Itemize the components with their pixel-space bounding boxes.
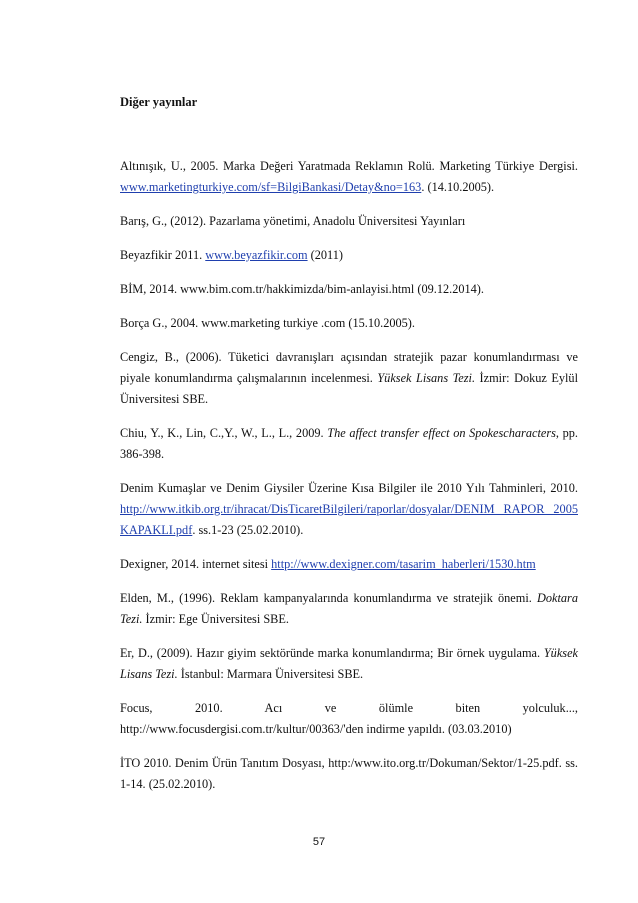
reference-text: Barış, G., (2012). Pazarlama yönetimi, Anadolu Üniversitesi Yayınları xyxy=(120,214,466,228)
reference-text: Focus, 2010. Acı ve ölümle biten yolculuk..., http://www.focusdergisi.com.tr/kultur/00363/'den indirme yapıldı. (03.03.2010) xyxy=(120,701,578,736)
reference-link[interactable]: http://www.dexigner.com/tasarim_haberleri/1530.htm xyxy=(271,557,536,571)
reference-text: Borça G., 2004. www.marketing turkiye .com (15.10.2005). xyxy=(120,316,415,330)
reference-italic-text: The affect transfer effect on Spokescharacters xyxy=(327,426,556,440)
reference-link[interactable]: www.marketingturkiye.com/sf=BilgiBankasi/Detay&no=163 xyxy=(120,180,422,194)
reference-text: İzmir: Ege Üniversitesi SBE. xyxy=(142,612,289,626)
reference-entry xyxy=(120,279,578,300)
reference-text: Elden, M., (1996). Reklam kampanyalarında konumlandırma ve stratejik önemi. xyxy=(120,591,537,605)
reference-text: İzmir: Dokuz Eylül Üniversitesi SBE. xyxy=(120,371,578,406)
reference-text: Beyazfikir 2011. xyxy=(120,248,206,262)
reference-text: Cengiz, B., (2006). Tüketici davranışları açısından stratejik pazar konumlandırması ve piyale konumlandırma çalışmalarının incelenmesi. xyxy=(120,350,578,385)
reference-entry xyxy=(120,347,578,410)
reference-text: Dexigner, 2014. internet sitesi xyxy=(120,557,272,571)
reference-entry xyxy=(120,313,578,334)
reference-list xyxy=(120,156,578,808)
reference-text: . ss.1-23 (25.02.2010). xyxy=(192,523,304,537)
reference-text: . (14.10.2005). xyxy=(421,180,495,194)
reference-entry xyxy=(120,478,578,541)
reference-text: , pp. 386-398. xyxy=(120,426,578,461)
reference-entry xyxy=(120,156,578,198)
reference-text: İstanbul: Marmara Üniversitesi SBE. xyxy=(177,667,364,681)
reference-entry xyxy=(120,643,578,685)
reference-entry xyxy=(120,423,578,465)
reference-text: Chiu, Y., K., Lin, C.,Y., W., L., L., 2009. xyxy=(120,426,328,440)
reference-link[interactable]: www.beyazfikir.com xyxy=(205,248,308,262)
reference-text: BİM, 2014. www.bim.com.tr/hakkimizda/bim-anlayisi.html (09.12.2014). xyxy=(120,282,484,296)
page-number: 57 xyxy=(312,836,326,848)
reference-text: (2011) xyxy=(307,248,343,262)
reference-text: Altınışık, U., 2005. Marka Değeri Yaratmada Reklamın Rolü. Marketing Türkiye Dergisi. xyxy=(120,159,578,173)
reference-entry xyxy=(120,753,578,795)
section-heading: Diğer yayınlar xyxy=(120,95,198,109)
reference-entry xyxy=(120,588,578,630)
reference-entry xyxy=(120,211,578,232)
reference-text: Er, D., (2009). Hazır giyim sektöründe marka konumlandırma; Bir örnek uygulama. xyxy=(120,646,544,660)
reference-italic-text: Yüksek Lisans Tezi. xyxy=(377,371,476,385)
reference-link[interactable]: http://www.itkib.org.tr/ihracat/DisTicaretBilgileri/raporlar/dosyalar/DENIM RAPOR 2005 KAPAKLI.pdf xyxy=(120,502,578,537)
reference-entry xyxy=(120,698,578,740)
reference-italic-text: Doktara Tezi. xyxy=(120,591,578,626)
reference-text: İTO 2010. Denim Ürün Tanıtım Dosyası, http:/www.ito.org.tr/Dokuman/Sektor/1-25.pdf. ss. 1-14. (25.02.2010). xyxy=(120,756,578,791)
reference-entry xyxy=(120,554,578,575)
reference-text: Denim Kumaşlar ve Denim Giysiler Üzerine Kısa Bilgiler ile 2010 Yılı Tahminleri, 2010. xyxy=(120,481,578,495)
reference-italic-text: Yüksek Lisans Tezi. xyxy=(120,646,578,681)
reference-entry xyxy=(120,245,578,266)
